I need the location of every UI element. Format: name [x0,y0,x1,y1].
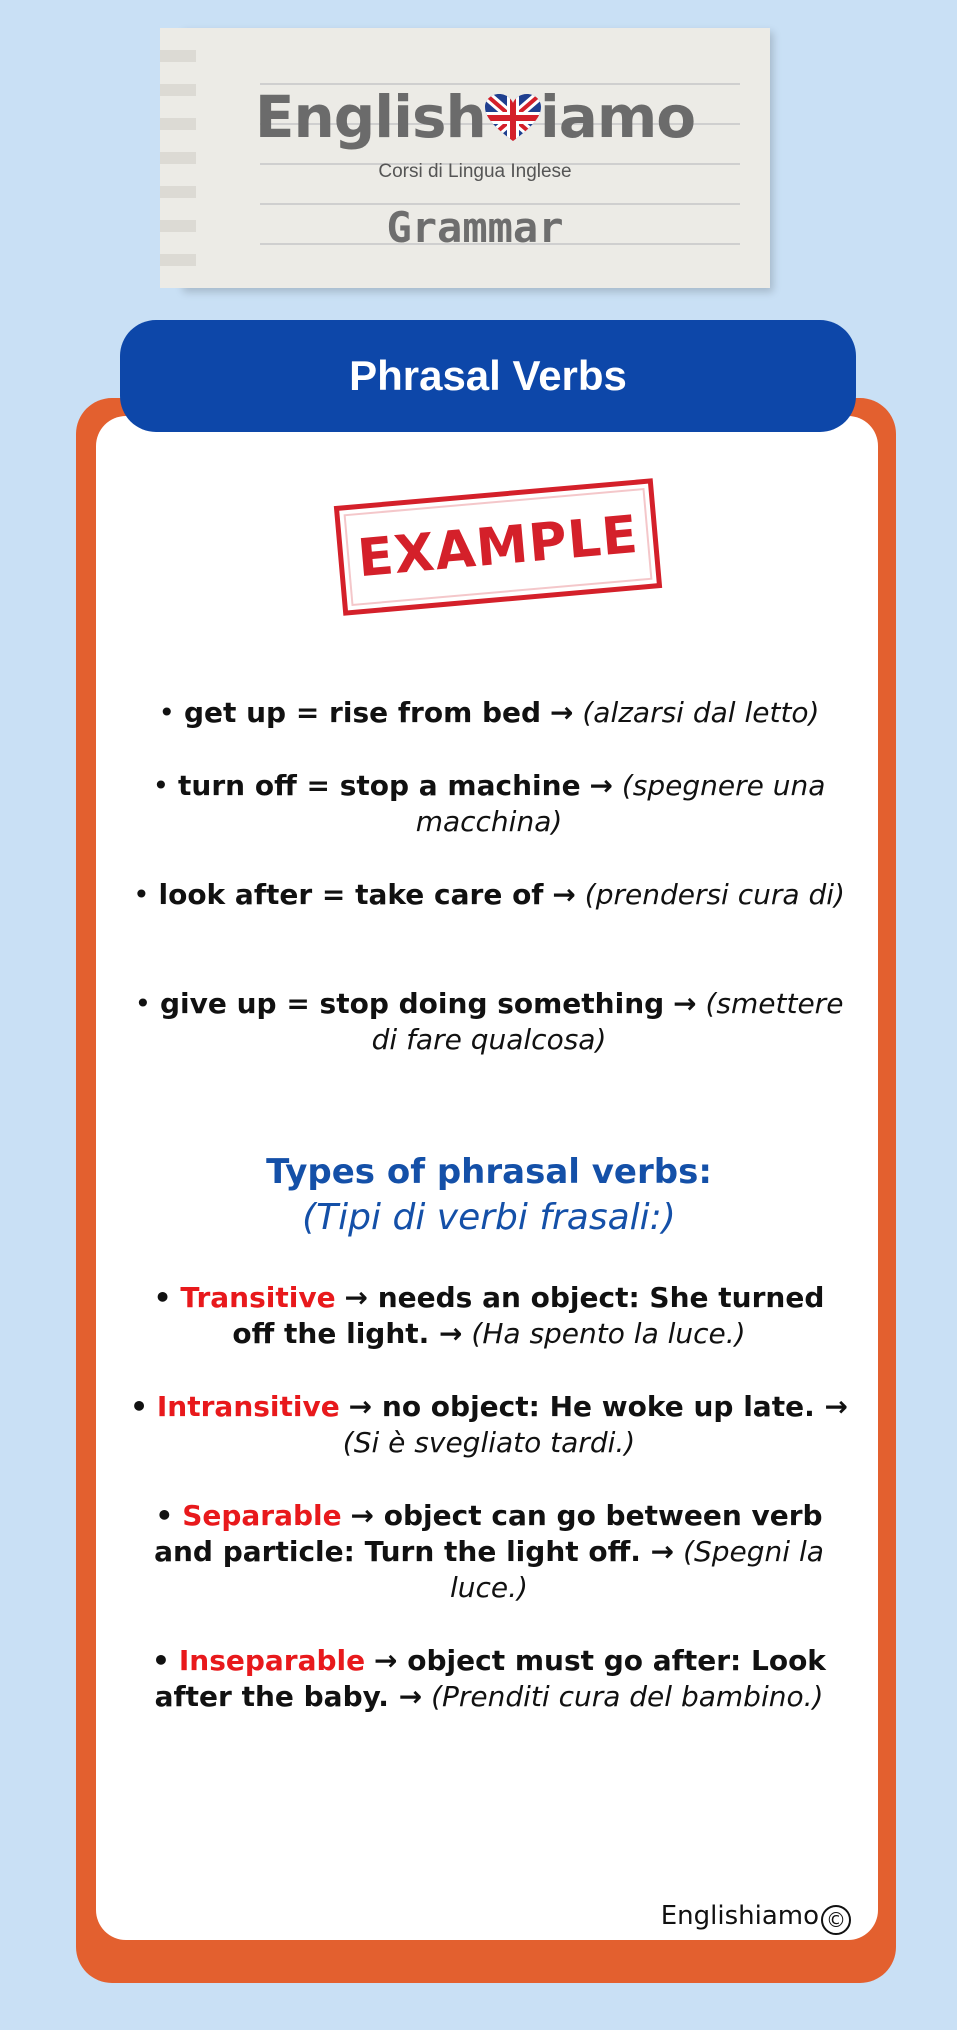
type-label: Transitive [180,1281,336,1314]
page-title: Phrasal Verbs [120,320,856,432]
type-item: • Transitive → needs an object: She turned off the light. → (Ha spento la luce.) [153,1281,825,1350]
example-item: • turn off = stop a machine → (spegnere una macchina) [152,769,826,838]
type-item: • Separable → object can go between verb and particle: Turn the light off. → (Spegni la luce.) [154,1499,824,1604]
example-verb: look after = take care of [158,878,544,911]
type-translation: (Spegni la luce.) [450,1535,824,1604]
brand-left: English [254,83,486,151]
copyright-icon: © [821,1905,851,1935]
example-item: • look after = take care of → (prendersi cura di) [133,878,845,911]
example-verb: give up = stop doing something [159,987,665,1020]
type-label: Intransitive [156,1390,340,1423]
example-translation: (spegnere una macchina) [415,769,826,838]
brand-right: iamo [539,83,696,151]
example-stamp: EXAMPLE [334,478,662,615]
example-translation: (smettere di fare qualcosa) [371,987,844,1056]
type-label: Separable [182,1499,342,1532]
type-translation: (Ha spento la luce.) [471,1317,746,1350]
brand-subtitle: Corsi di Lingua Inglese [378,161,572,182]
footer-brand: Englishiamo © [661,1901,851,1935]
section-title: Grammar [386,203,564,252]
example-item: • get up = rise from bed → (alzarsi dal letto) [158,696,820,729]
example-verb: turn off = stop a machine [178,769,581,802]
brand-logo [180,83,770,151]
type-description: → object must go after: Look after the baby. → [154,1644,826,1713]
type-translation: (Si è svegliato tardi.) [342,1426,636,1459]
type-item: • Inseparable → object must go after: Look after the baby. → (Prenditi cura del bambino.) [152,1644,826,1713]
example-translation: (prendersi cura di) [584,878,845,911]
type-description: → object can go between verb and particle: Turn the light off. → [154,1499,823,1568]
type-item: • Intransitive → no object: He woke up late. → (Si è svegliato tardi.) [130,1390,848,1459]
type-description: → no object: He woke up late. → [348,1390,848,1423]
example-verb: get up = rise from bed [183,696,542,729]
type-label: Inseparable [178,1644,366,1677]
types-subtitle: (Tipi di verbi frasali:) [302,1197,676,1238]
type-description: → needs an object: She turned off the light. → [232,1281,825,1350]
example-item: • give up = stop doing something → (smettere di fare qualcosa) [134,987,844,1056]
example-translation: (alzarsi dal letto) [582,696,820,729]
header-note [180,28,770,288]
types-title: Types of phrasal verbs: [266,1152,712,1192]
uk-heart-icon [484,93,542,143]
type-translation: (Prenditi cura del bambino.) [431,1680,824,1713]
